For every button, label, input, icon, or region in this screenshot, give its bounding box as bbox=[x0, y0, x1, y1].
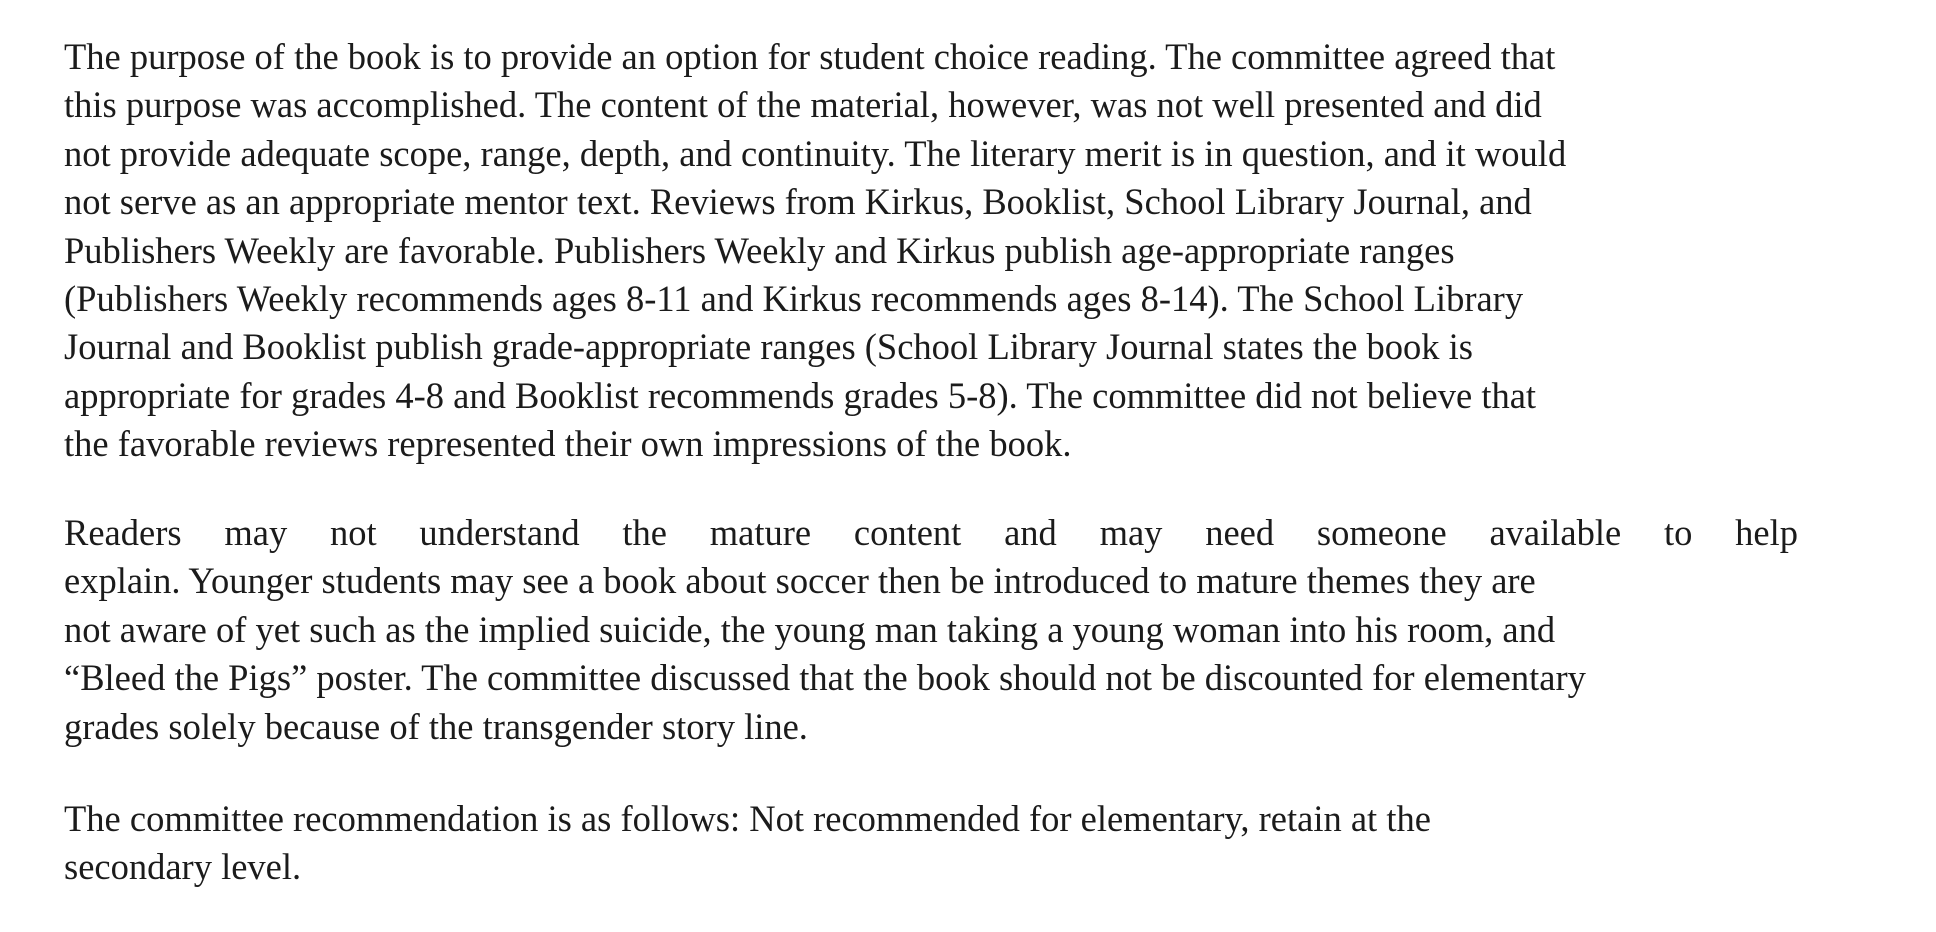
text-line: grades solely because of the transgender story line. bbox=[64, 705, 808, 747]
text-line: Publishers Weekly are favorable. Publishers Weekly and Kirkus publish age-appropriate ranges bbox=[64, 229, 1455, 271]
text-line: this purpose was accomplished. The content of the material, however, was not well presented and did bbox=[64, 84, 1542, 126]
text-line: (Publishers Weekly recommends ages 8-11 and Kirkus recommends ages 8-14). The School Library bbox=[64, 278, 1524, 320]
text-line: not serve as an appropriate mentor text. Reviews from Kirkus, Booklist, School Library Journal, and bbox=[64, 181, 1532, 223]
paragraph-recommendation bbox=[64, 795, 1798, 892]
text-line: Journal and Booklist publish grade-appropriate ranges (School Library Journal states the book is bbox=[64, 326, 1473, 368]
text-line: The committee recommendation is as follows: Not recommended for elementary, retain at the bbox=[64, 798, 1431, 839]
paragraph-purpose bbox=[64, 33, 1798, 469]
text-line: not provide adequate scope, range, depth, and continuity. The literary merit is in question, and it would bbox=[64, 132, 1567, 174]
text-line: secondary level. bbox=[64, 846, 302, 888]
paragraph-readers bbox=[64, 509, 1798, 751]
text-line: not aware of yet such as the implied suicide, the young man taking a young woman into his room, and bbox=[64, 608, 1556, 650]
text-line: Readers may not understand the mature content and may need someone available to help bbox=[64, 512, 1798, 553]
text-line: appropriate for grades 4-8 and Booklist recommends grades 5-8). The committee did not believe that bbox=[64, 374, 1537, 416]
text-line: the favorable reviews represented their own impressions of the book. bbox=[64, 423, 1072, 465]
text-line: The purpose of the book is to provide an option for student choice reading. The committee agreed that bbox=[64, 36, 1556, 77]
text-line: explain. Younger students may see a book about soccer then be introduced to mature themes they are bbox=[64, 560, 1536, 602]
text-line: “Bleed the Pigs” poster. The committee discussed that the book should not be discounted for elementary bbox=[64, 657, 1586, 699]
